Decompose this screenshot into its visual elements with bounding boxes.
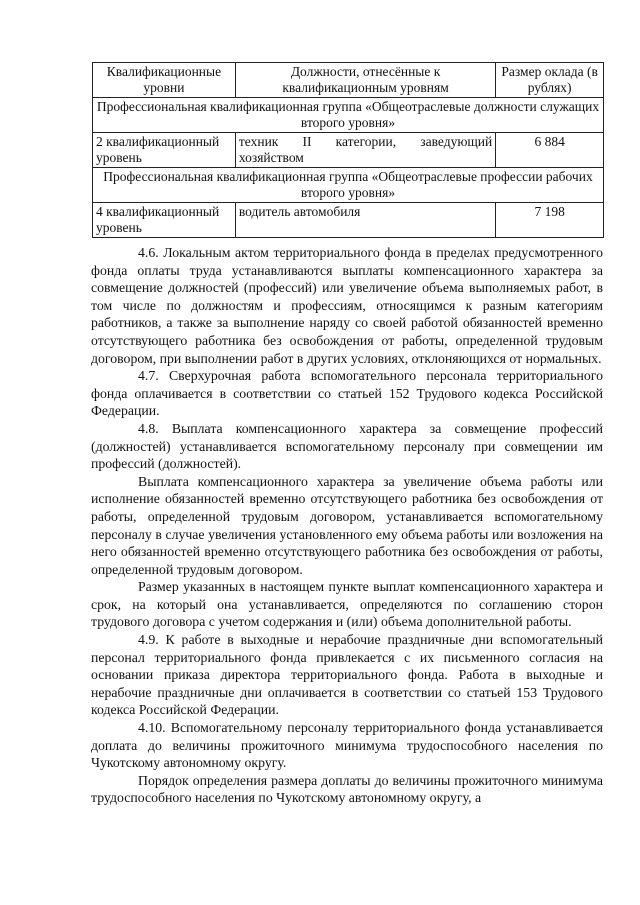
group-title: Профессиональная квалификационная группа «Общеотраслевые профессии рабочих второго уровня» — [93, 168, 604, 203]
salary-table — [92, 62, 604, 238]
salary-cell: 7 198 — [496, 203, 604, 238]
table-header-row — [93, 63, 604, 98]
table-row — [93, 133, 604, 168]
group-row — [93, 168, 604, 203]
paragraph-4-7: 4.7. Сверхурочная работа вспомогательного персонала территориального фонда оплачивается в соответствии со статьей 152 Трудового кодекса Российской Федерации. — [91, 368, 603, 419]
positions-cell: техник II категории, заведующий хозяйством — [235, 133, 495, 168]
paragraph: Размер указанных в настоящем пункте выплат компенсационного характера и срок, на который она устанавливается, определяются по соглашению сторон трудового договора с учетом содержания и (или) объема дополнительной работы. — [91, 579, 603, 630]
paragraph-4-8: 4.8. Выплата компенсационного характера за совмещение профессий (должностей) устанавливается вспомогательному персоналу при совмещении им профессий (должностей). — [91, 420, 603, 472]
level-cell: 2 квалификационный уровень — [93, 133, 236, 168]
level-cell: 4 квалификационный уровень — [93, 203, 236, 238]
paragraph: Порядок определения размера доплаты до величины прожиточного минимума трудоспособного населения по Чукотскому автономному округу, а — [91, 772, 603, 806]
paragraph-4-10: 4.10. Вспомогательному персоналу территориального фонда устанавливается доплата до величины прожиточного минимума трудоспособного населения по Чукотскому автономному округу. — [91, 720, 603, 771]
header-positions: Должности, отнесённые к квалификационным уровням — [235, 63, 495, 98]
group-row — [93, 98, 604, 133]
positions-cell: водитель автомобиля — [235, 203, 495, 238]
table-row — [93, 203, 604, 238]
header-salary: Размер оклада (в рублях) — [496, 63, 604, 98]
group-title: Профессиональная квалификационная группа «Общеотраслевые должности служащих второго уровня» — [93, 98, 604, 133]
paragraph-4-9: 4.9. К работе в выходные и нерабочие праздничные дни вспомогательный персонал территориального фонда привлекается с их письменного согласия на основании приказа директора территориального фонда. Работа в выходные и нерабочие праздничные дни оплачивается в соответствии со статьей 153 Трудового кодекса Российской Федерации. — [91, 632, 603, 718]
header-levels: Квалификационные уровни — [93, 63, 236, 98]
paragraph-4-6: 4.6. Локальным актом территориального фонда в пределах предусмотренного фонда оплаты труда устанавливаются выплаты компенсационного характера за совмещение должностей (профессий) или увеличение объема выполняемых работ, в том числе по должностям и профессиям, относящимся к разным категориям работников, а также за выполнение наряду со своей работой обязанностей временно отсутствующего работника без освобождения от работы, определенной трудовым договором, при выполнении работ в других условиях, отклоняющихся от нормальных. — [91, 245, 603, 366]
salary-cell: 6 884 — [496, 133, 604, 168]
paragraph: Выплата компенсационного характера за увеличение объема работы или исполнение обязанностей временно отсутствующего работника без освобождения от работы, определенной трудовым договором, устанавливается вспомогательному персоналу в случае увеличения установленного ему объема работы или возложения на него обязанностей временно отсутствующего работника без освобождения от работы, определенной трудовым договором. — [91, 473, 603, 577]
document-body — [91, 244, 603, 807]
